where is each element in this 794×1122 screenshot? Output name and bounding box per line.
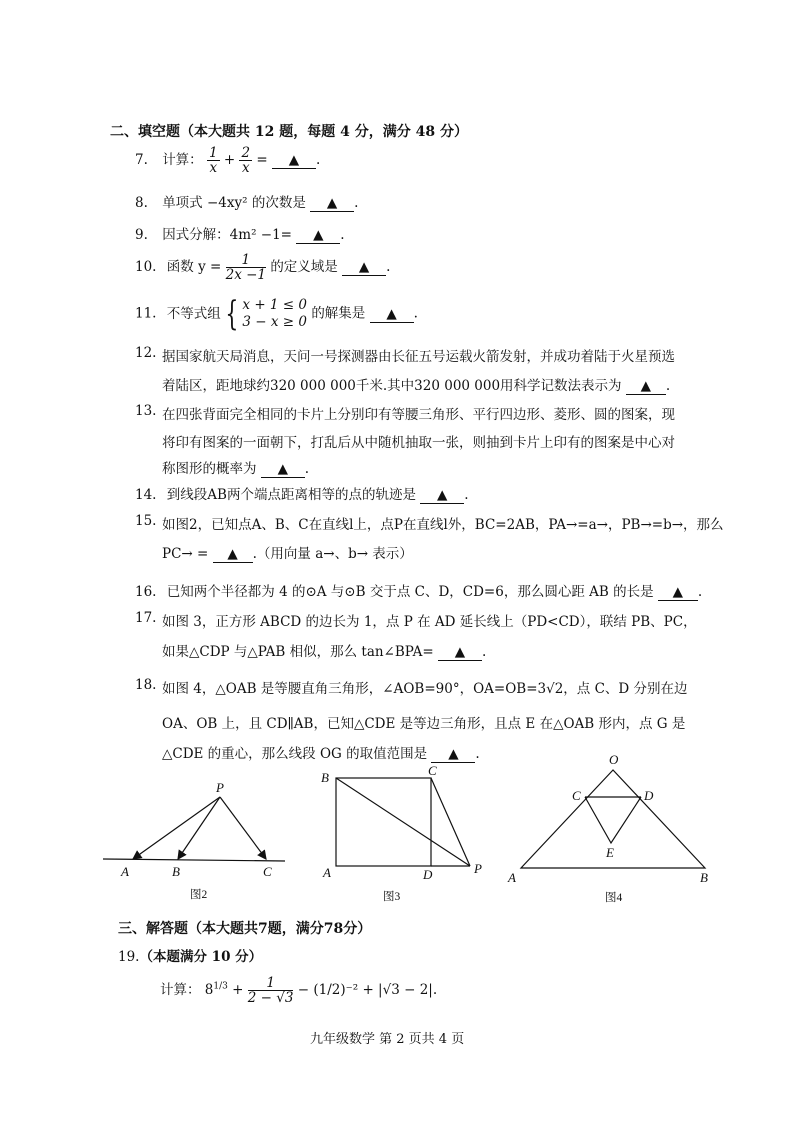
- q13-line-3-text: 称图形的概率为: [162, 461, 257, 477]
- fig3-label-a: A: [323, 865, 331, 880]
- q13-line-2: 将印有图案的一面朝下，打乱后从中随机抽取一张，则抽到卡片上印有的图案是中心对: [162, 435, 675, 451]
- q18-line-3: △CDE 的重心，那么线段 OG 的取值范围是 ▲ .: [162, 746, 480, 762]
- q10-number: 10.: [135, 259, 157, 276]
- q17-answer-blank[interactable]: ▲: [438, 644, 482, 661]
- q18-line-3-text: △CDE 的重心，那么线段 OG 的取值范围是: [162, 746, 428, 762]
- q19-base: 8: [204, 982, 214, 999]
- q18-answer-blank[interactable]: ▲: [431, 746, 475, 763]
- q19-plus: +: [232, 982, 244, 999]
- fig2-label-a: A: [121, 864, 129, 879]
- q7-fraction-2: $\frac{2}{x}$: [241, 145, 251, 177]
- q10-fraction: $\frac{1}{2x -1}$: [225, 252, 267, 284]
- q13-line-1: 在四张背面完全相同的卡片上分别印有等腰三角形、平行四边形、菱形、圆的图案，现: [162, 407, 675, 423]
- q11-system: x + 1 ≤ 0 3 − x ≥ 0: [242, 297, 308, 330]
- q18-line-1: 如图 4，△OAB 是等腰直角三角形，∠AOB=90°，OA=OB=3√2，点 C、D 分别在边: [162, 681, 688, 697]
- section-3-title: 三、解答题（本大题共7题，满分78分）: [118, 921, 372, 937]
- q9-answer-blank[interactable]: ▲: [296, 227, 340, 244]
- question-11: 11. 不等式组 { x + 1 ≤ 0 3 − x ≥ 0 的解集是 ▲ .: [135, 294, 418, 334]
- q19-number: 19.: [118, 949, 140, 965]
- fig4-label-a: A: [508, 870, 516, 885]
- q12-line-2: 着陆区，距地球约320 000 000千米.其中320 000 000用科学记数法表示为 ▲ .: [162, 378, 671, 394]
- q8-number: 8.: [135, 195, 148, 211]
- question-8: 8. 单项式 −4xy² 的次数是 ▲ .: [135, 195, 359, 211]
- q19-header: [118, 945, 262, 965]
- question-7: 7. 计算： $\frac{1}{x}$ + $\frac{2}{x}$ = ▲ .: [135, 145, 321, 177]
- question-14: 14. 到线段AB两个端点距离相等的点的轨迹是 ▲ .: [135, 487, 469, 503]
- fig4-label-d: D: [644, 788, 654, 803]
- fig4-label-e: E: [606, 845, 614, 860]
- q8-answer-blank[interactable]: ▲: [310, 195, 354, 212]
- q10-prefix: 函数 y =: [166, 259, 222, 276]
- q17-line-2: 如果△CDP 与△PAB 相似，那么 tan∠BPA= ▲ .: [162, 644, 487, 660]
- fig4-caption: 图4: [605, 892, 623, 904]
- fig2-caption: 图2: [190, 889, 208, 901]
- q7-prefix: 计算：: [162, 152, 203, 169]
- q16-answer-blank[interactable]: ▲: [658, 584, 698, 601]
- fig2-line-l: [103, 859, 285, 861]
- fig3-label-p: P: [474, 861, 482, 876]
- fig2-label-p: P: [216, 780, 224, 795]
- q13-answer-blank[interactable]: ▲: [261, 461, 305, 478]
- q19-fraction: $\frac{1}{2 - √3}$: [247, 975, 294, 1007]
- figure-3: [336, 778, 470, 866]
- q11-number: 11.: [135, 305, 157, 322]
- q18-number: 18.: [135, 677, 157, 693]
- q13-number: 13.: [135, 403, 157, 419]
- q12-line-2-text: 着陆区，距地球约320 000 000千米.其中320 000 000用科学记数法表示为: [162, 378, 622, 394]
- q18-line-2: OA、OB 上，且 CD∥AB，已知△CDE 是等边三角形，且点 E 在△OAB 形内，点 G 是: [162, 716, 686, 732]
- fig2-label-c: C: [263, 864, 272, 879]
- question-10: 10. 函数 y = $\frac{1}{2x -1}$ 的定义域是 ▲ .: [135, 252, 391, 284]
- question-9: 9. 因式分解：4m² −1= ▲ .: [135, 227, 345, 243]
- fig3-label-c: C: [428, 763, 437, 778]
- fig4-label-o: O: [609, 752, 619, 767]
- fig4-label-c: C: [572, 788, 581, 803]
- section-2-title: 二、填空题（本大题共 12 题，每题 4 分，满分 48 分）: [110, 124, 468, 140]
- q13-line-3: 称图形的概率为 ▲ .: [162, 461, 310, 477]
- q11-suffix: 的解集是: [311, 305, 366, 322]
- q7-plus: +: [223, 152, 236, 169]
- q10-suffix: 的定义域是: [270, 259, 338, 276]
- q19-end: .: [432, 982, 438, 999]
- q14-number: 14.: [135, 487, 157, 503]
- q7-number: 7.: [135, 152, 148, 169]
- fig3-square: [336, 778, 431, 866]
- q19-score-note: （本题满分 10 分）: [139, 949, 263, 965]
- q15-line-1: 如图2，已知点A、B、C在直线l上，点P在直线l外，BC=2AB，PA→=a→，PB→=b→，那么: [162, 517, 724, 533]
- fig4-label-b: B: [700, 870, 708, 885]
- q16-number: 16.: [135, 584, 157, 600]
- q19-expression: [160, 976, 437, 1005]
- q8-text: 单项式 −4xy² 的次数是: [162, 195, 306, 211]
- q15-line-2-suffix: .（用向量 a→、b→ 表示）: [252, 546, 413, 562]
- q11-prefix: 不等式组: [166, 305, 221, 322]
- q11-answer-blank[interactable]: ▲: [370, 306, 414, 323]
- fig2-vector-pc: [220, 797, 266, 859]
- fig3-label-d: D: [423, 867, 433, 882]
- q7-equals: =: [256, 152, 268, 169]
- fig2-label-b: B: [172, 864, 180, 879]
- fig2-vector-pb: [178, 797, 220, 859]
- q7-answer-blank[interactable]: ▲: [272, 152, 316, 169]
- page-footer: 九年级数学 第 2 页共 4 页: [310, 1032, 465, 1047]
- q19-exponent: 1/3: [213, 981, 228, 992]
- fig4-triangle-cde: [585, 797, 641, 843]
- q15-answer-blank[interactable]: ▲: [213, 546, 253, 563]
- q17-number: 17.: [135, 610, 157, 626]
- q15-line-2-prefix: PC→ =: [162, 546, 209, 562]
- q16-text: 已知两个半径都为 4 的⊙A 与⊙B 交于点 C、D，CD=6，那么圆心距 AB 的长是: [166, 584, 654, 600]
- q9-text: 因式分解：4m² −1=: [162, 227, 292, 243]
- q11-brace: {: [225, 294, 239, 334]
- q9-number: 9.: [135, 227, 148, 243]
- fig2-vector-pa: [133, 797, 220, 859]
- q7-fraction-1: $\frac{1}{x}$: [208, 145, 218, 177]
- q14-text: 到线段AB两个端点距离相等的点的轨迹是: [166, 487, 416, 503]
- q12-answer-blank[interactable]: ▲: [626, 378, 666, 395]
- q14-answer-blank[interactable]: ▲: [420, 487, 464, 504]
- q10-answer-blank[interactable]: ▲: [342, 259, 386, 276]
- q17-line-1: 如图 3，正方形 ABCD 的边长为 1，点 P 在 AD 延长线上（PD<CD），联结 PB、PC，: [162, 614, 697, 630]
- figure-2: [103, 797, 285, 861]
- question-16: 16. 已知两个半径都为 4 的⊙A 与⊙B 交于点 C、D，CD=6，那么圆心距 AB 的长是 ▲ .: [135, 584, 703, 600]
- fig3-caption: 图3: [383, 891, 401, 903]
- q19-remaining-terms: − (1/2)⁻² + |√3 − 2|: [297, 982, 433, 999]
- q12-line-1: 据国家航天局消息，天问一号探测器由长征五号运载火箭发射，并成功着陆于火星预选: [162, 349, 675, 365]
- q17-line-2-text: 如果△CDP 与△PAB 相似，那么 tan∠BPA=: [162, 644, 434, 660]
- q15-number: 15.: [135, 513, 157, 529]
- q12-number: 12.: [135, 345, 157, 361]
- fig3-label-b: B: [321, 770, 329, 785]
- q19-prefix: 计算：: [160, 982, 201, 999]
